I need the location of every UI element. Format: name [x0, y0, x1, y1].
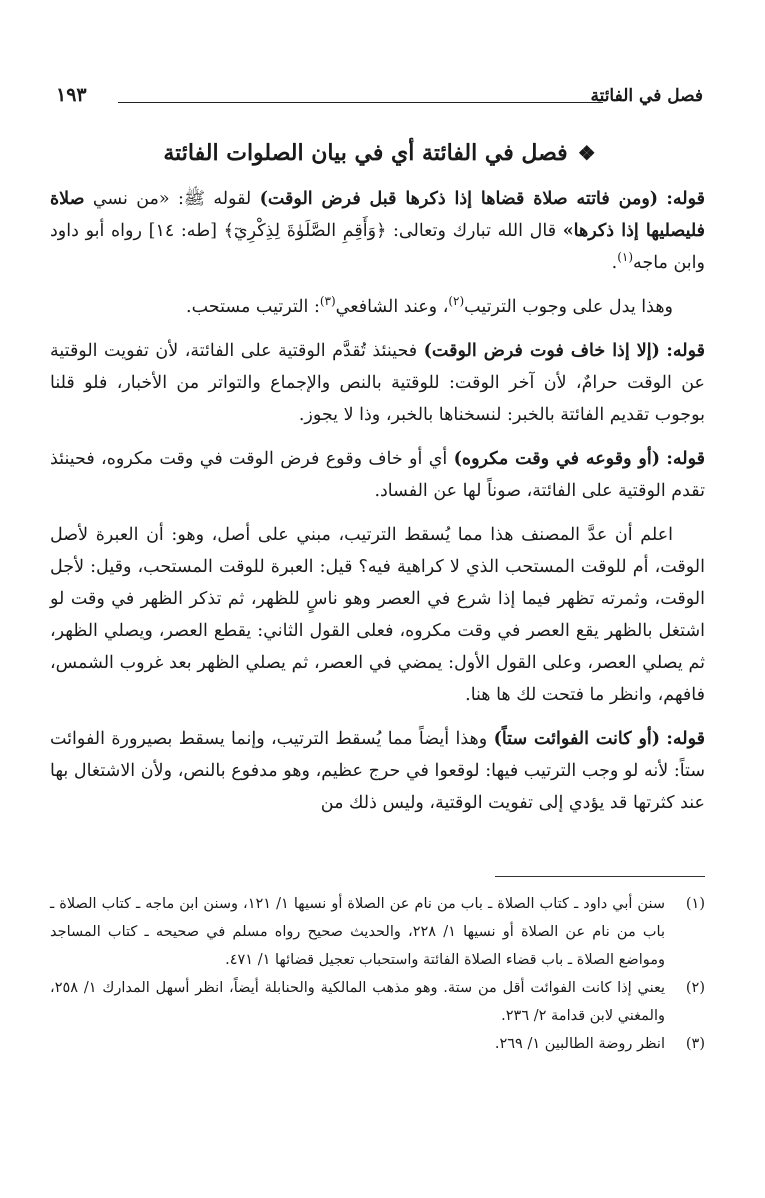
- paragraph-text: فحينئذ تُقدَّم الوقتية على الفائتة، لأن تفويت الوقتية عن الوقت حرامٌ، لأن آخر الوقت: للوقتية بالنص والإجماع والتواتر من الأخبار، فلو قلنا بوجوب تقديم الفائتة بالخبر: لنسخناها بالخبر، وذا لا يجوز.: [50, 341, 705, 425]
- matn-quote: (أو وقوعه في وقت مكروه): [453, 449, 661, 469]
- main-text: [50, 183, 705, 819]
- running-header: [56, 86, 703, 110]
- footnote-ref[interactable]: (٢): [448, 294, 465, 309]
- footnote: [50, 974, 705, 1030]
- paragraph-text: لقوله ﷺ: «من نسي: [84, 189, 260, 209]
- matn-quote: (إلا إذا خاف فوت فرض الوقت): [423, 341, 660, 361]
- footnote: [50, 890, 705, 974]
- section-title-text: فصل في الفائتة أي في بيان الصلوات الفائتة: [163, 140, 568, 166]
- footnotes: [50, 890, 705, 1058]
- ornament-icon: ❖: [577, 141, 596, 165]
- paragraph-2: [50, 291, 705, 323]
- footnote-ref[interactable]: (١): [617, 250, 634, 265]
- qawluh-label: قوله:: [666, 189, 705, 209]
- paragraph-text: وهذا يدل على وجوب الترتيب: [464, 297, 673, 317]
- hadith-text: صلاة فليصليها إذا ذكرها»: [50, 189, 706, 241]
- paragraph-1: [50, 183, 705, 279]
- footnote-number: (٣): [685, 1036, 705, 1052]
- footnote-text: سنن أبي داود ـ كتاب الصلاة ـ باب من نام عن الصلاة أو نسيها ١/ ١٢١، وسنن ابن ماجه ـ كتاب الصلاة ـ باب من نام عن الصلاة أو نسيها ١/ ٢٢٨، والحديث صحيح رواه مسلم في صحيحه ـ كتاب المساجد ومواضع الصلاة ـ باب قضاء الصلاة الفائتة واستحباب تعجيل قضائها ١/ ٤٧١.: [50, 896, 665, 968]
- paragraph-text: : الترتيب مستحب.: [186, 297, 320, 317]
- paragraph-text: قال الله تبارك وتعالى: ﴿وَأَقِمِ الصَّلَوٰةَ لِذِكْرِيٓ﴾ [طه: ١٤] رواه أبو داود وابن ماجه: [50, 221, 705, 273]
- footnote-number: (١): [685, 896, 705, 912]
- paragraph-text: أي أو خاف وقوع فرض الوقت في وقت مكروه، فحينئذ تقدم الوقتية على الفائتة، صوناً لها عن الفساد.: [50, 449, 705, 501]
- paragraph-text: وهذا أيضاً مما يُسقط الترتيب، وإنما يسقط بصيرورة الفوائت ستاً: لأنه لو وجب الترتيب فيها: لوقعوا في حرج عظيم، وهو مدفوع بالنص، ولأن الاشتغال بها عند كثرتها قد يؤدي إلى تفويت الوقتية، وليس ذلك من: [50, 729, 705, 813]
- paragraph-5: [50, 519, 705, 711]
- footnote-separator: [495, 876, 705, 877]
- matn-quote: (أو كانت الفوائت ستاً): [493, 729, 661, 749]
- section-title: [56, 140, 703, 166]
- footnote: [50, 1030, 705, 1058]
- footnote-number: (٢): [685, 980, 705, 996]
- paragraph-text: ، وعند الشافعي: [335, 297, 449, 317]
- qawluh-label: قوله:: [666, 341, 705, 361]
- paragraph-text: .: [611, 253, 618, 273]
- footnote-ref[interactable]: (٣): [319, 294, 336, 309]
- paragraph-6: [50, 723, 705, 819]
- qawluh-label: قوله:: [666, 729, 705, 749]
- footnote-text: يعني إذا كانت الفوائت أقل من ستة. وهو مذهب المالكية والحنابلة أيضاً، انظر أسهل المدارك ١/ ٢٥٨، والمغني لابن قدامة ٢/ ٢٣٦.: [50, 980, 665, 1024]
- paragraph-text: اعلم أن عدَّ المصنف هذا مما يُسقط الترتيب، مبني على أصل، وهو: أن العبرة لأصل الوقت، أم للوقت المستحب الذي لا كراهية فيه؟ قيل: العبرة للوقت المستحب، وقيل: لأجل الوقت، وثمرته تظهر فيما إذا شرع في العصر وهو ناسٍ للظهر، ثم تذكر الظهر في وقت لو اشتغل بالظهر يقع العصر في وقت مكروه، فعلى القول الثاني: يقطع العصر، ويصلي الظهر، ثم يصلي العصر، وعلى القول الأول: يمضي في العصر، ثم يصلي الظهر بعد غروب الشمس، فافهم، وانظر ما فتحت لك ها هنا.: [50, 525, 705, 705]
- paragraph-3: [50, 335, 705, 431]
- matn-quote: (ومن فاتته صلاة قضاها إذا ذكرها قبل فرض الوقت): [259, 189, 659, 209]
- footnote-text: انظر روضة الطالبين ١/ ٢٦٩.: [494, 1036, 665, 1052]
- paragraph-4: [50, 443, 705, 507]
- header-rule: [118, 102, 603, 103]
- page-number: ١٩٣: [56, 84, 87, 106]
- qawluh-label: قوله:: [666, 449, 705, 469]
- running-title: فصل في الفائتة: [590, 86, 703, 106]
